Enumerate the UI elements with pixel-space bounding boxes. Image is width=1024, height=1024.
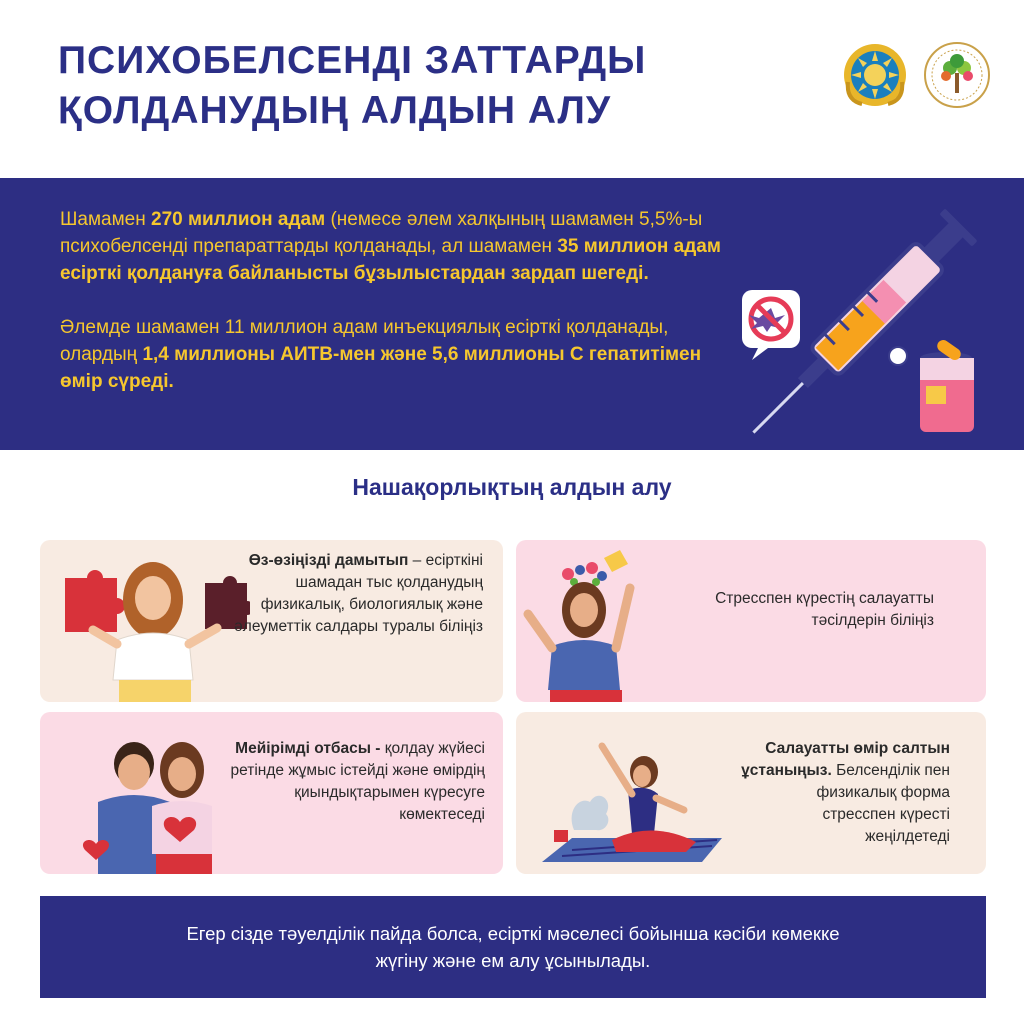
section-title: Нашақорлықтың алдын алу <box>352 474 672 500</box>
highlight-35m: 35 миллион адам есірткі қолдануға байланысты бұзылыстардан зардап шегеді. <box>60 236 721 284</box>
banner-text <box>60 206 740 422</box>
card-healthy-lifestyle <box>516 712 986 874</box>
tree-logo-icon <box>922 40 992 110</box>
card-text: Стресспен күрестің салауатты тәсілдерін біліңіз <box>715 590 934 629</box>
woman-flowers-icon <box>516 540 656 702</box>
syringe-icon <box>738 208 988 443</box>
state-emblem-icon <box>842 42 908 108</box>
page-title <box>58 36 758 136</box>
footer-banner <box>40 896 986 998</box>
banner-paragraph-2: Әлемде шамамен 11 миллион адам инъекциялық есірткі қолданады, олардың 1,4 миллионы АИТВ-мен және 5,6 миллионы С гепатитімен өмір сүреді. <box>60 317 702 392</box>
card-text: Салауатты өмір салтын ұстаныңыз. Белсенділік пен физикалық форма стресспен күресті жеңілдетеді <box>741 740 950 845</box>
card-stress-management <box>516 540 986 702</box>
banner-paragraph-1: Шамамен 270 миллион адам (немесе әлем халқының шамамен 5,5%-ы психобелсенді препараттарды қолданады, ал шамамен 35 миллион адам есірткі қолдануға байланысты бұзылыстардан зардап шегеді. <box>60 209 721 284</box>
card-text: Өз-өзіңізді дамытып – есірткіні шамадан тыс қолданудың физикалық, биологиялық және әлеуметтік салдары туралы біліңіз <box>234 552 483 635</box>
card-self-development <box>40 540 503 702</box>
footer-line1: Егер сізде тәуелділік пайда болса, есірткі мәселесі бойынша кәсіби көмекке <box>186 923 840 944</box>
yoga-woman-icon <box>532 736 732 866</box>
highlight-hiv-hepatitis: 1,4 миллионы АИТВ-мен және 5,6 миллионы С гепатитімен өмір сүреді. <box>60 344 702 392</box>
pill-jar-icon <box>889 338 974 432</box>
page-title-line2: ҚОЛДАНУДЫҢ АЛДЫН АЛУ <box>58 89 612 132</box>
woman-puzzle-icon <box>55 548 250 702</box>
footer-line2: жүгіну және ем алу ұсынылады. <box>375 950 651 971</box>
highlight-270m: 270 миллион адам <box>151 209 326 230</box>
page-title-line1: ПСИХОБЕЛСЕНДІ ЗАТТАРДЫ <box>58 39 647 82</box>
card-text: Мейірімді отбасы - қолдау жүйесі ретінде жұмыс істейді және өмірдің қиындықтарымен күресуге көмектеседі <box>230 740 485 823</box>
no-drugs-icon <box>742 290 800 360</box>
card-kind-family <box>40 712 503 874</box>
